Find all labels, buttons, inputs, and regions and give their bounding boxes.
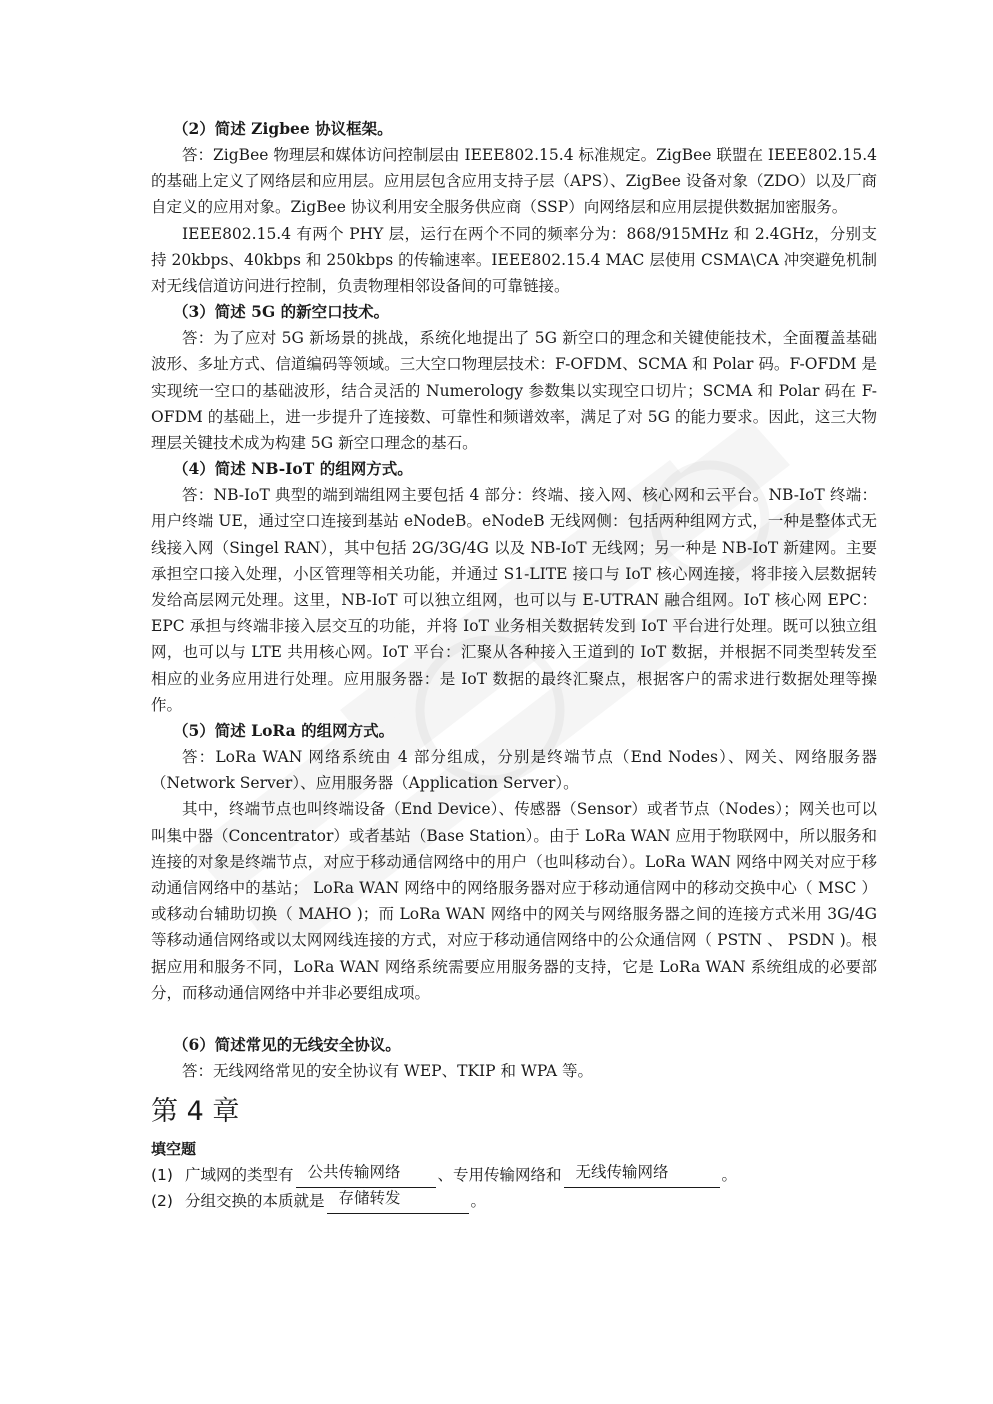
question-title: （6）简述常见的无线安全协议。: [173, 1035, 401, 1055]
section-title: 填空题: [151, 1140, 197, 1159]
item-text: 。: [721, 1166, 738, 1185]
qa-block-lora: [151, 718, 877, 1006]
answer-paragraph: IEEE802.15.4 有两个 PHY 层，运行在两个不同的频率分为：868/915MHz 和 2.4GHz，分别支持 20kbps、40kbps 和 250kbps 的传输速率。IEEE802.15.4 MAC 层使用 CSMA\CA 冲突避免机制对无线信道访问进行控制，负责物理相邻设备间的可靠链接。: [151, 224, 877, 296]
question-title: （4）简述 NB-IoT 的组网方式。: [173, 459, 413, 479]
answer-paragraph: 答：ZigBee 物理层和媒体访问控制层由 IEEE802.15.4 标准规定。ZigBee 联盟在 IEEE802.15.4 的基础上定义了网络层和应用层。应用层包含应用支持子层（APS）、ZigBee 设备对象（ZDO）以及厂商自定义的应用对象。ZigBee 协议利用安全服务供应商（SSP）向网络层和应用层提供数据加密服务。: [151, 146, 877, 217]
answer-blank: 存储转发: [327, 1188, 469, 1214]
answer-blank: 无线传输网络: [564, 1162, 720, 1188]
qa-block-security: [151, 1032, 877, 1084]
qa-block-zigbee: [151, 116, 877, 299]
item-number: (2): [151, 1192, 173, 1211]
page-content: [151, 116, 877, 1214]
question-title: （5）简述 LoRa 的组网方式。: [173, 721, 395, 741]
chapter-title: 第 4 章: [151, 1096, 240, 1128]
answer-paragraph: 答：无线网络常见的安全协议有 WEP、TKIP 和 WPA 等。: [182, 1062, 593, 1081]
qa-block-nbiot: [151, 456, 877, 718]
answer-paragraph: 答：为了应对 5G 新场景的挑战，系统化地提出了 5G 新空口的理念和关键使能技术，全面覆盖基础波形、多址方式、信道编码等领域。三大空口物理层技术：F-OFDM、SCMA 和 Polar 码。F-OFDM 是实现统一空口的基础波形，结合灵活的 Numerology 参数集以实现空口切片；SCMA 和 Polar 码在 F-OFDM 的基础上，进一步提升了连接数、可靠性和频谱效率，满足了对 5G 的能力要求。因此，这三大物理层关键技术成为构建 5G 新空口理念的基石。: [151, 329, 877, 453]
answer-paragraph: 其中，终端节点也叫终端设备（End Device）、传感器（Sensor）或者节点（Nodes）；网关也可以叫集中器（Concentrator）或者基站（Base Station）。由于 LoRa WAN 应用于物联网中，所以服务和连接的对象是终端节点，对应于移动通信网络中的用户（也叫移动台）。LoRa WAN 网络中网关对应于移动通信网络中的基站； LoRa WAN 网络中的网络服务器对应于移动通信网中的移动交换中心（ MSC ）或移动台辅助切换（ MAHO )；而 LoRa WAN 网络中的网关与网络服务器之间的连接方式米用 3G/4G 等移动通信网络或以太网网线连接的方式，对应于移动通信网络中的公众通信网（ PSTN 、 PSDN )。根据应用和服务不同，LoRa WAN 网络系统需要应用服务器的支持，它是 LoRa WAN 系统组成的必要部分，而移动通信网络中并非必要组成项。: [151, 800, 877, 1002]
answer-paragraph: 答：LoRa WAN 网络系统由 4 部分组成，分别是终端节点（End Nodes）、网关、网络服务器（Network Server）、应用服务器（Application Server）。: [151, 748, 877, 793]
item-text: 、专用传输网络和: [437, 1166, 562, 1185]
item-number: (1): [151, 1166, 173, 1185]
item-text: 广域网的类型有: [185, 1166, 294, 1185]
item-text: 。: [470, 1192, 487, 1211]
fill-blank-item: [151, 1162, 877, 1188]
item-text: 分组交换的本质就是: [185, 1192, 325, 1211]
question-title: （3）简述 5G 的新空口技术。: [173, 302, 390, 322]
spacer: [151, 1006, 877, 1032]
answer-paragraph: 答：NB-IoT 典型的端到端组网主要包括 4 部分：终端、接入网、核心网和云平台。NB-IoT 终端：用户终端 UE，通过空口连接到基站 eNodeB。eNodeB 无线网侧：包括两种组网方式，一种是整体式无线接入网（Singel RAN），其中包括 2G/3G/4G 以及 NB-IoT 无线网；另一种是 NB-IoT 新建网。主要承担空口接入处理，小区管理等相关功能，并通过 S1-LITE 接口与 IoT 核心网连接，将非接入层数据转发给高层网元处理。这里，NB-IoT 可以独立组网，也可以与 E-UTRAN 融合组网。IoT 核心网 EPC：EPC 承担与终端非接入层交互的功能，并将 IoT 业务相关数据转发到 IoT 平台进行处理。既可以独立组网，也可以与 LTE 共用核心网。IoT 平台：汇聚从各种接入王道到的 IoT 数据，并根据不同类型转发至相应的业务应用进行处理。应用服务器：是 IoT 数据的最终汇聚点，根据客户的需求进行数据处理等操作。: [151, 486, 877, 714]
question-title: （2）简述 Zigbee 协议框架。: [173, 119, 393, 138]
qa-block-5g: [151, 299, 877, 456]
fill-blank-item: [151, 1188, 877, 1214]
answer-blank: 公共传输网络: [296, 1162, 436, 1188]
